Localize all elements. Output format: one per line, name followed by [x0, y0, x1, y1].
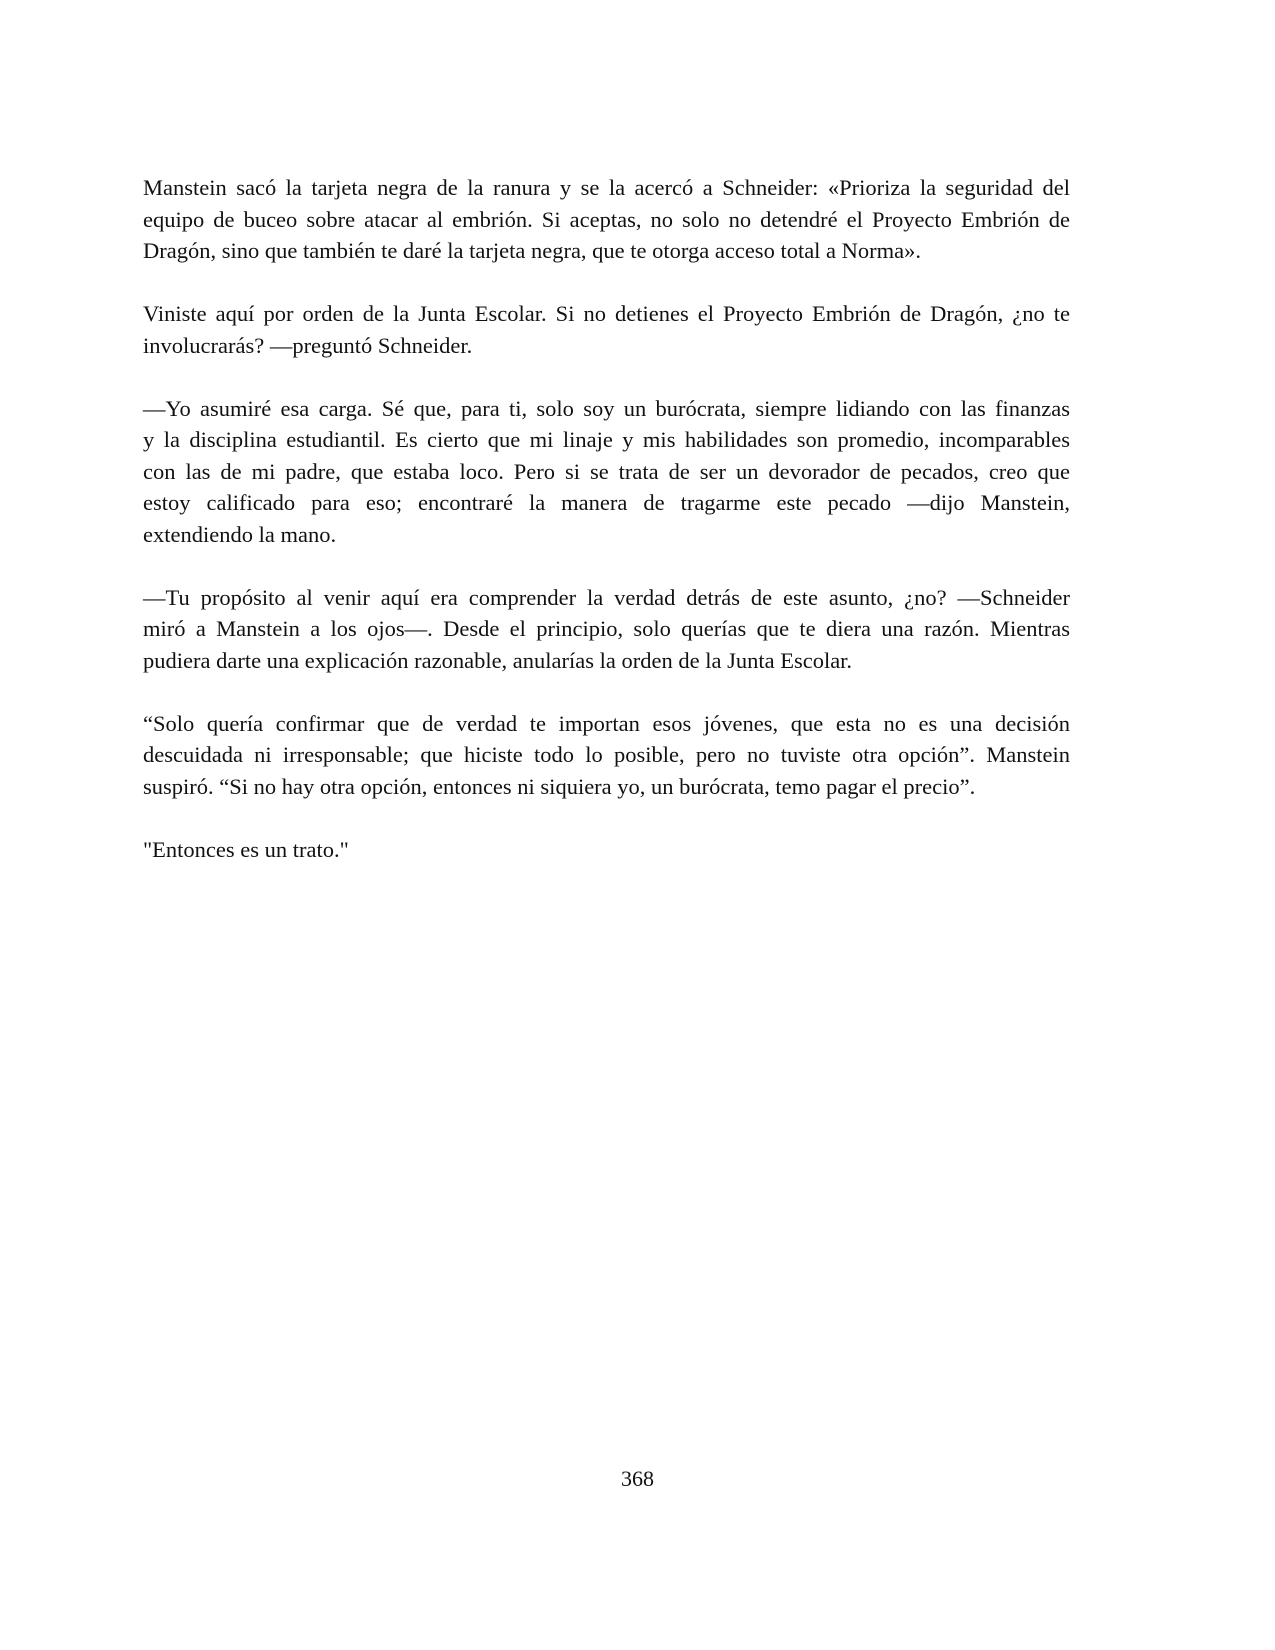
paragraph: [143, 172, 1070, 267]
text-line: miró a Manstein a los ojos—. Desde el principio, solo querías que te diera una razón. Mientras: [143, 616, 1070, 641]
text-line: —Yo asumiré esa carga. Sé que, para ti, solo soy un burócrata, siempre lidiando con las finanzas: [143, 395, 1070, 421]
paragraph: [143, 834, 1070, 866]
text-line: estoy calificado para eso; encontraré la manera de tragarme este pecado —dijo Manstein,: [143, 490, 1070, 515]
text-line: y la disciplina estudiantil. Es cierto que mi linaje y mis habilidades son promedio, incomparables: [143, 427, 1070, 452]
paragraph: [143, 298, 1070, 361]
text-line: descuidada ni irresponsable; que hiciste todo lo posible, pero no tuviste otra opción”. Manstein: [143, 742, 1070, 767]
text-line: —Tu propósito al venir aquí era comprender la verdad detrás de este asunto, ¿no? —Schneider: [143, 584, 1070, 610]
text-line: suspiró. “Si no hay otra opción, entonces ni siquiera yo, un burócrata, temo pagar el precio”.: [143, 773, 976, 799]
text-line: Viniste aquí por orden de la Junta Escolar. Si no detienes el Proyecto Embrión de Dragón, ¿no te: [143, 301, 1070, 326]
body-text: [143, 172, 1070, 897]
text-line: Manstein sacó la tarjeta negra de la ranura y se la acercó a Schneider: «Prioriza la seguridad del: [143, 175, 1070, 200]
paragraph: [143, 393, 1070, 551]
paragraph: [143, 582, 1070, 677]
text-line: con las de mi padre, que estaba loco. Pero si se trata de ser un devorador de pecados, creo que: [143, 458, 1070, 484]
text-line: Dragón, sino que también te daré la tarjeta negra, que te otorga acceso total a Norma».: [143, 238, 922, 263]
paragraph: [143, 708, 1070, 803]
text-line: “Solo quería confirmar que de verdad te importan esos jóvenes, que esta no es una decisión: [143, 710, 1070, 736]
text-line: extendiendo la mano.: [143, 521, 337, 547]
text-line: pudiera darte una explicación razonable, anularías la orden de la Junta Escolar.: [143, 647, 853, 673]
text-line: "Entonces es un trato.": [143, 836, 349, 862]
text-line: involucrarás? —preguntó Schneider.: [143, 332, 473, 358]
page-number: 368: [621, 1466, 654, 1491]
text-line: equipo de buceo sobre atacar al embrión. Si aceptas, no solo no detendré el Proyecto Embrión de: [143, 206, 1070, 232]
